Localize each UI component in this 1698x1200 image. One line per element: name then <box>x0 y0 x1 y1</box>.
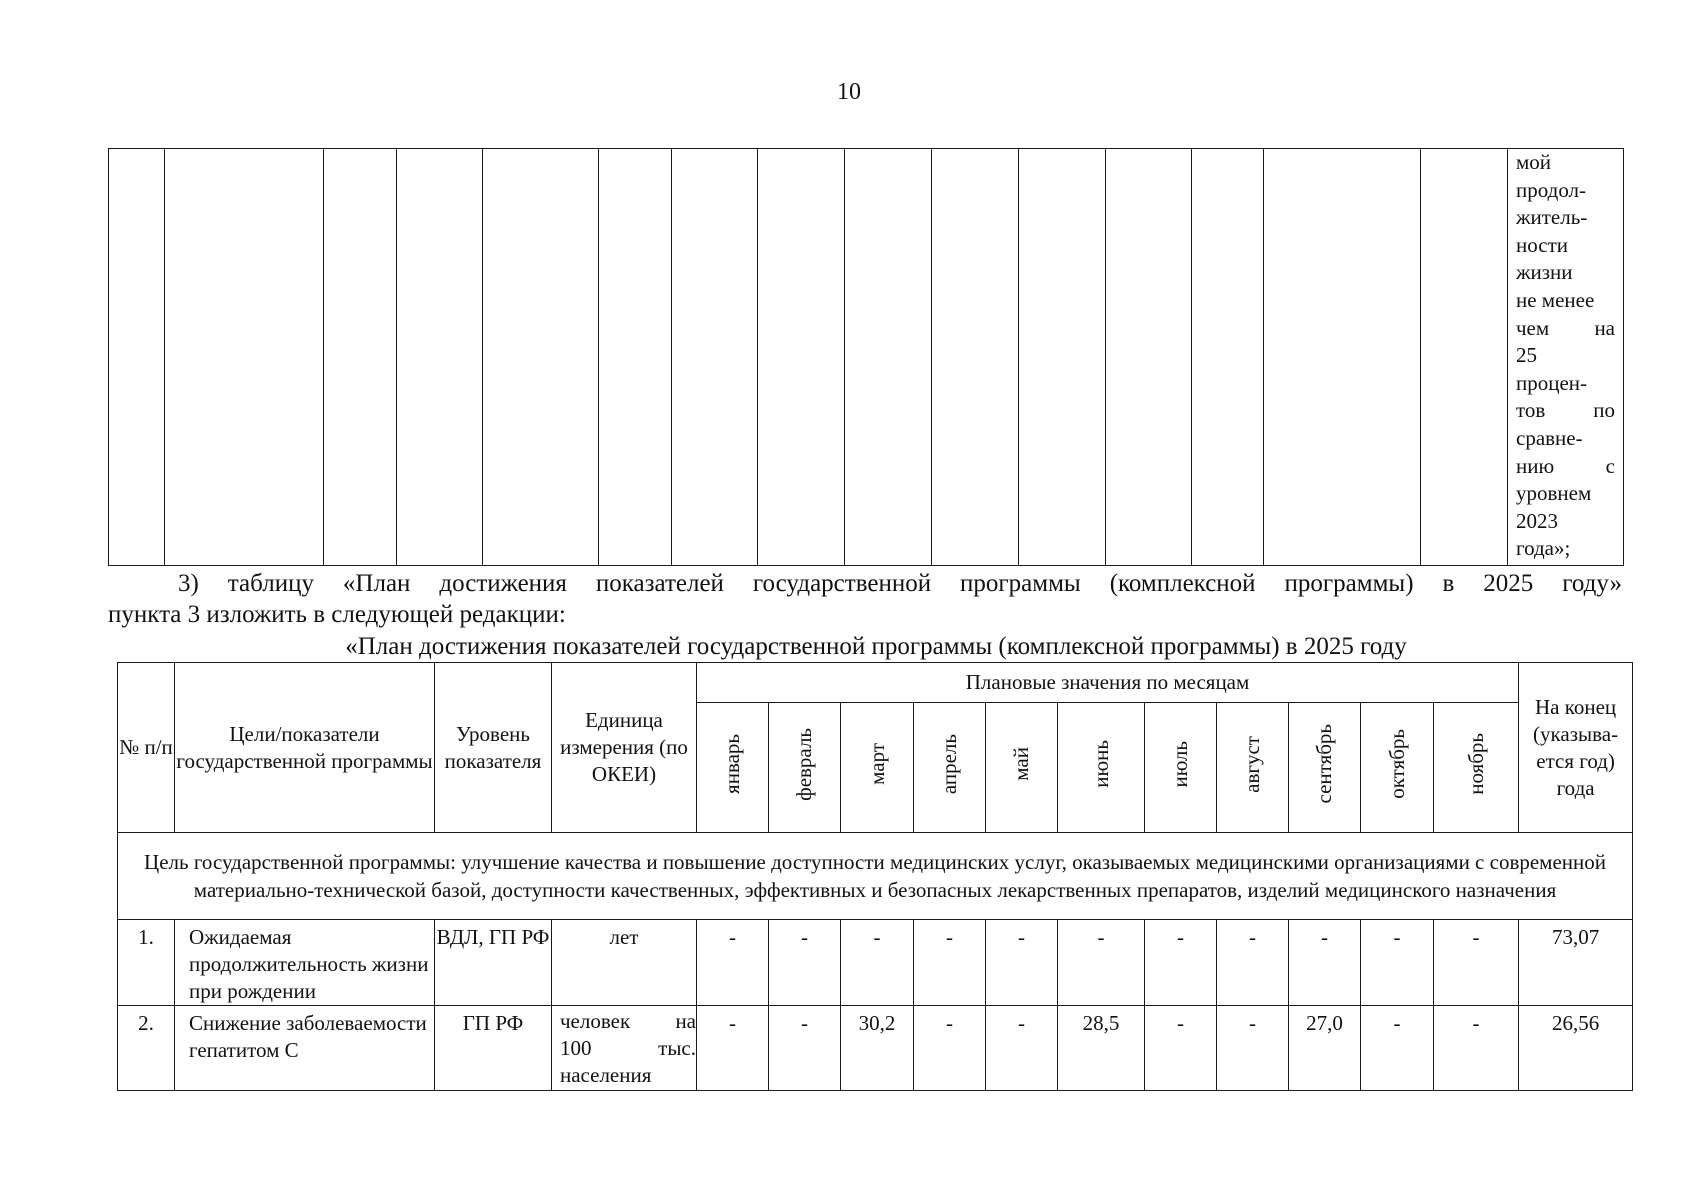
month-label: апрель <box>937 733 961 795</box>
unit-line <box>560 1035 696 1062</box>
program-goal: Цель государственной программы: улучшение качества и повышение доступности медицинских услуг, оказываемых медицинскими организациями с современной материально-технической базой, доступности качественных, эффективных и безопасных лекарственных препаратов, изделий медицинского назначения <box>118 833 1633 920</box>
month-label: июнь <box>1088 740 1113 788</box>
month-value: - <box>986 920 1058 1006</box>
empty-cell <box>932 149 1019 566</box>
text-line: не менее <box>1516 287 1595 312</box>
text-line: мой <box>1516 150 1552 174</box>
unit-word: человек <box>560 1009 631 1033</box>
text-word: тов <box>1516 398 1546 423</box>
amendment-paragraph-line-2: пункта 3 изложить в следующей редакции: <box>108 601 566 628</box>
month-value: 27,0 <box>1289 1006 1361 1091</box>
row-num: 2. <box>118 1006 175 1091</box>
empty-cell <box>324 149 397 566</box>
month-label: май <box>1009 747 1033 781</box>
header-end: На конец (указыва-ется год) года <box>1519 663 1633 833</box>
month-value: 30,2 <box>841 1006 914 1091</box>
month-value: - <box>1145 920 1217 1006</box>
row-end-value: 26,56 <box>1519 1006 1633 1091</box>
month-value: - <box>769 920 841 1006</box>
header-month <box>697 703 769 833</box>
month-label: октябрь <box>1384 729 1409 799</box>
empty-cell <box>599 149 672 566</box>
month-label: февраль <box>792 727 816 801</box>
header-month <box>1058 703 1145 833</box>
text-line: ности <box>1516 232 1568 257</box>
month-value: - <box>697 1006 769 1091</box>
continuation-text-cell <box>1508 149 1624 566</box>
row-level: ГП РФ <box>435 1006 552 1091</box>
header-month <box>1361 703 1434 833</box>
row-level: ВДЛ, ГП РФ <box>435 920 552 1006</box>
empty-cell <box>1421 149 1508 566</box>
header-month <box>769 703 841 833</box>
empty-cell <box>483 149 599 566</box>
month-value: 28,5 <box>1058 1006 1145 1091</box>
empty-cell <box>1264 149 1421 566</box>
month-value: - <box>1361 1006 1434 1091</box>
month-value: - <box>1217 1006 1289 1091</box>
paragraph-text: 3) таблицу «План достижения показателей государственной программы (комплексной программы) в 2025 году» <box>178 570 1622 597</box>
text-line-justified <box>1516 453 1615 481</box>
empty-cell <box>845 149 932 566</box>
header-month <box>1217 703 1289 833</box>
text-word: по <box>1593 398 1615 423</box>
month-value: - <box>1434 920 1519 1006</box>
text-word: с <box>1605 453 1615 478</box>
row-indicator: Снижение заболеваемости гепатитом С <box>175 1006 435 1091</box>
month-value: - <box>841 920 914 1006</box>
header-num: № п/п <box>118 663 175 833</box>
text-line: года»; <box>1516 536 1571 561</box>
empty-cell <box>109 149 165 566</box>
header-month <box>1289 703 1361 833</box>
text-line-justified <box>1516 315 1615 343</box>
header-goals: Цели/показатели государственной программы <box>175 663 435 833</box>
text-line: жизни <box>1516 260 1573 285</box>
row-indicator: Ожидаемая продолжительность жизни при рождении <box>175 920 435 1006</box>
header-month <box>914 703 986 833</box>
text-line: житель- <box>1516 205 1588 230</box>
row-num: 1. <box>118 920 175 1006</box>
month-value: - <box>1058 920 1145 1006</box>
month-value: - <box>769 1006 841 1091</box>
month-value: - <box>1145 1006 1217 1091</box>
month-value: - <box>1361 920 1434 1006</box>
text-line: 25 <box>1516 343 1537 368</box>
text-line: сравне- <box>1516 425 1583 450</box>
month-label: ноябрь <box>1463 733 1488 795</box>
text-line: уровнем <box>1516 481 1592 506</box>
header-months-group: Плановые значения по месяцам <box>697 663 1519 703</box>
month-value: - <box>1289 920 1361 1006</box>
header-unit: Единица измерения (по ОКЕИ) <box>552 663 697 833</box>
unit-line: населения <box>560 1063 652 1087</box>
header-month <box>841 703 914 833</box>
month-value: - <box>914 1006 986 1091</box>
row-unit <box>552 1006 697 1091</box>
unit-line <box>560 1008 696 1035</box>
month-value: - <box>986 1006 1058 1091</box>
header-month <box>986 703 1058 833</box>
unit-word: тыс. <box>658 1036 696 1060</box>
empty-cell <box>672 149 758 566</box>
text-line: процен- <box>1516 370 1588 395</box>
month-label: сентябрь <box>1312 724 1336 804</box>
empty-cell <box>1019 149 1106 566</box>
text-word: нию <box>1516 453 1555 478</box>
month-label: март <box>864 743 889 785</box>
continuation-table <box>108 148 1624 566</box>
empty-cell <box>1106 149 1192 566</box>
header-month <box>1145 703 1217 833</box>
empty-cell <box>165 149 324 566</box>
unit-word: на <box>675 1009 696 1033</box>
month-value: - <box>1434 1006 1519 1091</box>
month-value: - <box>697 920 769 1006</box>
unit-word: 100 <box>560 1036 592 1060</box>
text-line-justified <box>1516 397 1615 425</box>
row-end-value: 73,07 <box>1519 920 1633 1006</box>
text-line: продол- <box>1516 177 1587 202</box>
table-row <box>118 1006 1633 1091</box>
table-title: «План достижения показателей государственной программы (комплексной программы) в 2025 году <box>345 633 1407 660</box>
month-value: - <box>1217 920 1289 1006</box>
table-row <box>118 920 1633 1006</box>
month-label: август <box>1240 735 1264 793</box>
month-label: июль <box>1168 740 1192 788</box>
month-value: - <box>914 920 986 1006</box>
amendment-paragraph-line-1 <box>108 569 1622 599</box>
empty-cell <box>1192 149 1264 566</box>
empty-cell <box>397 149 483 566</box>
page-number: 10 <box>837 79 861 105</box>
header-month <box>1434 703 1519 833</box>
plan-table <box>117 662 1633 1091</box>
empty-cell <box>758 149 845 566</box>
month-label: январь <box>720 734 744 794</box>
text-line: 2023 <box>1516 508 1558 533</box>
row-unit: лет <box>552 920 697 1006</box>
header-level: Уровень показателя <box>435 663 552 833</box>
text-word: на <box>1594 315 1615 340</box>
text-word: чем <box>1516 315 1550 340</box>
